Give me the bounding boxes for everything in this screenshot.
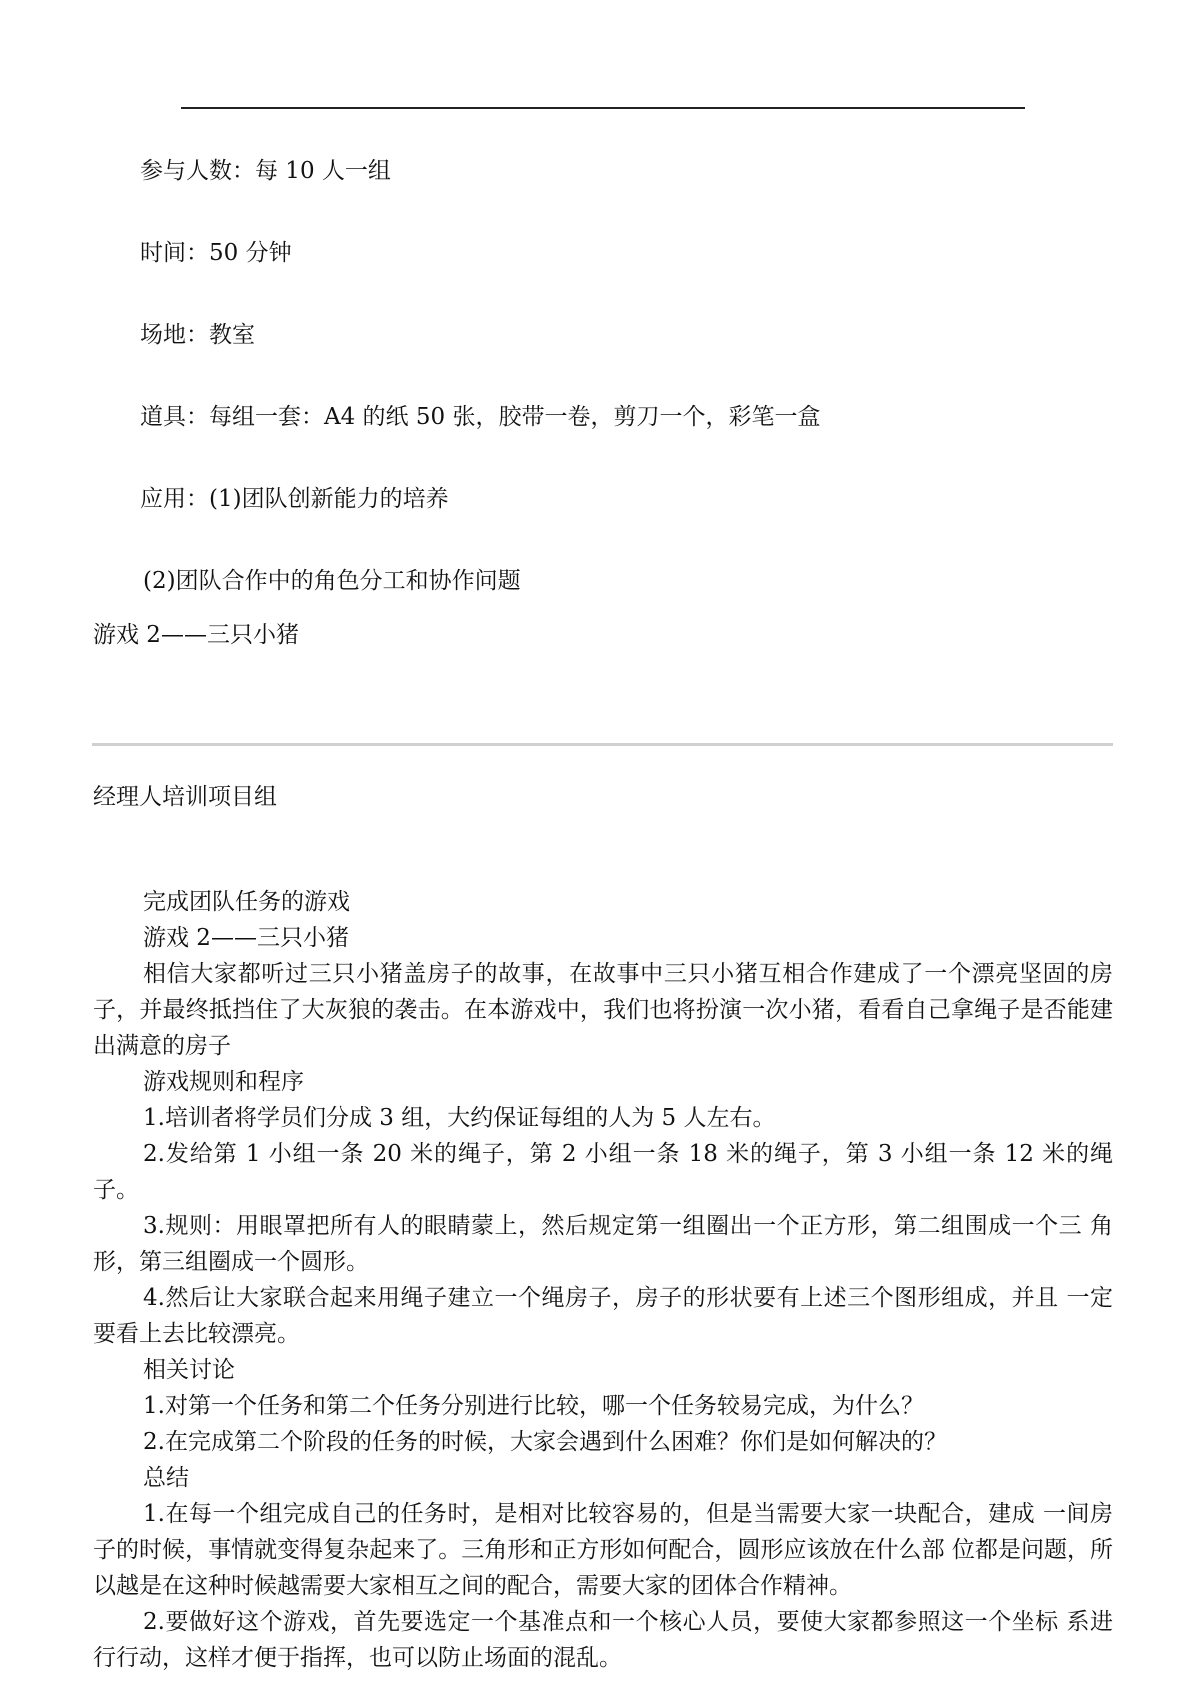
section-title: 完成团队任务的游戏 bbox=[143, 889, 350, 915]
venue-line: 场地：教室 bbox=[140, 322, 255, 348]
game-heading-top: 游戏 2——三只小猪 bbox=[93, 622, 299, 648]
section-divider bbox=[92, 743, 1113, 746]
top-divider bbox=[181, 107, 1025, 109]
footer-label: 经理人培训项目组 bbox=[93, 784, 277, 810]
time-line: 时间：50 分钟 bbox=[140, 240, 292, 266]
discussion-item: 2.在完成第二个阶段的任务的时候，大家会遇到什么困难？你们是如何解决的？ bbox=[143, 1429, 947, 1455]
props-line: 道具：每组一套：A4 的纸 50 张，胶带一卷，剪刀一个，彩笔一盒 bbox=[140, 404, 821, 430]
participants-line: 参与人数：每 10 人一组 bbox=[140, 158, 391, 184]
summary-item: 2.要做好这个游戏，首先要选定一个基准点和一个核心人员，要使大家都参照这一个坐标 系进行行动，这样才便于指挥，也可以防止场面的混乱。 bbox=[93, 1609, 1113, 1671]
rule-item: 3.规则：用眼罩把所有人的眼睛蒙上，然后规定第一组圈出一个正方形，第二组围成一个三 角形，第三组圈成一个圆形。 bbox=[93, 1213, 1113, 1275]
main-body bbox=[93, 884, 1113, 1676]
summary-heading: 总结 bbox=[143, 1465, 189, 1491]
rules-heading: 游戏规则和程序 bbox=[143, 1069, 304, 1095]
rule-item: 1.培训者将学员们分成 3 组，大约保证每组的人为 5 人左右。 bbox=[143, 1105, 776, 1131]
intro-paragraph: 相信大家都听过三只小猪盖房子的故事，在故事中三只小猪互相合作建成了一个漂亮坚固的房子，并最终抵挡住了大灰狼的袭击。在本游戏中，我们也将扮演一次小猪，看看自己拿绳子是否能建出满意的房子 bbox=[93, 961, 1113, 1059]
application-line-1: 应用：(1)团队创新能力的培养 bbox=[140, 486, 449, 512]
summary-item: 1.在每一个组完成自己的任务时，是相对比较容易的，但是当需要大家一块配合，建成 一间房子的时候，事情就变得复杂起来了。三角形和正方形如何配合，圆形应该放在什么部 位都是问题，所以越是在这种时候越需要大家相互之间的配合，需要大家的团体合作精神。 bbox=[93, 1501, 1113, 1599]
application-line-2: (2)团队合作中的角色分工和协作问题 bbox=[143, 568, 521, 594]
rule-item: 2.发给第 1 小组一条 20 米的绳子，第 2 小组一条 18 米的绳子，第 3 小组一条 12 米的绳子。 bbox=[93, 1141, 1113, 1203]
game-title: 游戏 2——三只小猪 bbox=[143, 925, 349, 951]
discussion-heading: 相关讨论 bbox=[143, 1357, 235, 1383]
rule-item: 4.然后让大家联合起来用绳子建立一个绳房子，房子的形状要有上述三个图形组成，并且 一定要看上去比较漂亮。 bbox=[93, 1285, 1113, 1347]
discussion-item: 1.对第一个任务和第二个任务分别进行比较，哪一个任务较易完成，为什么？ bbox=[143, 1393, 924, 1419]
